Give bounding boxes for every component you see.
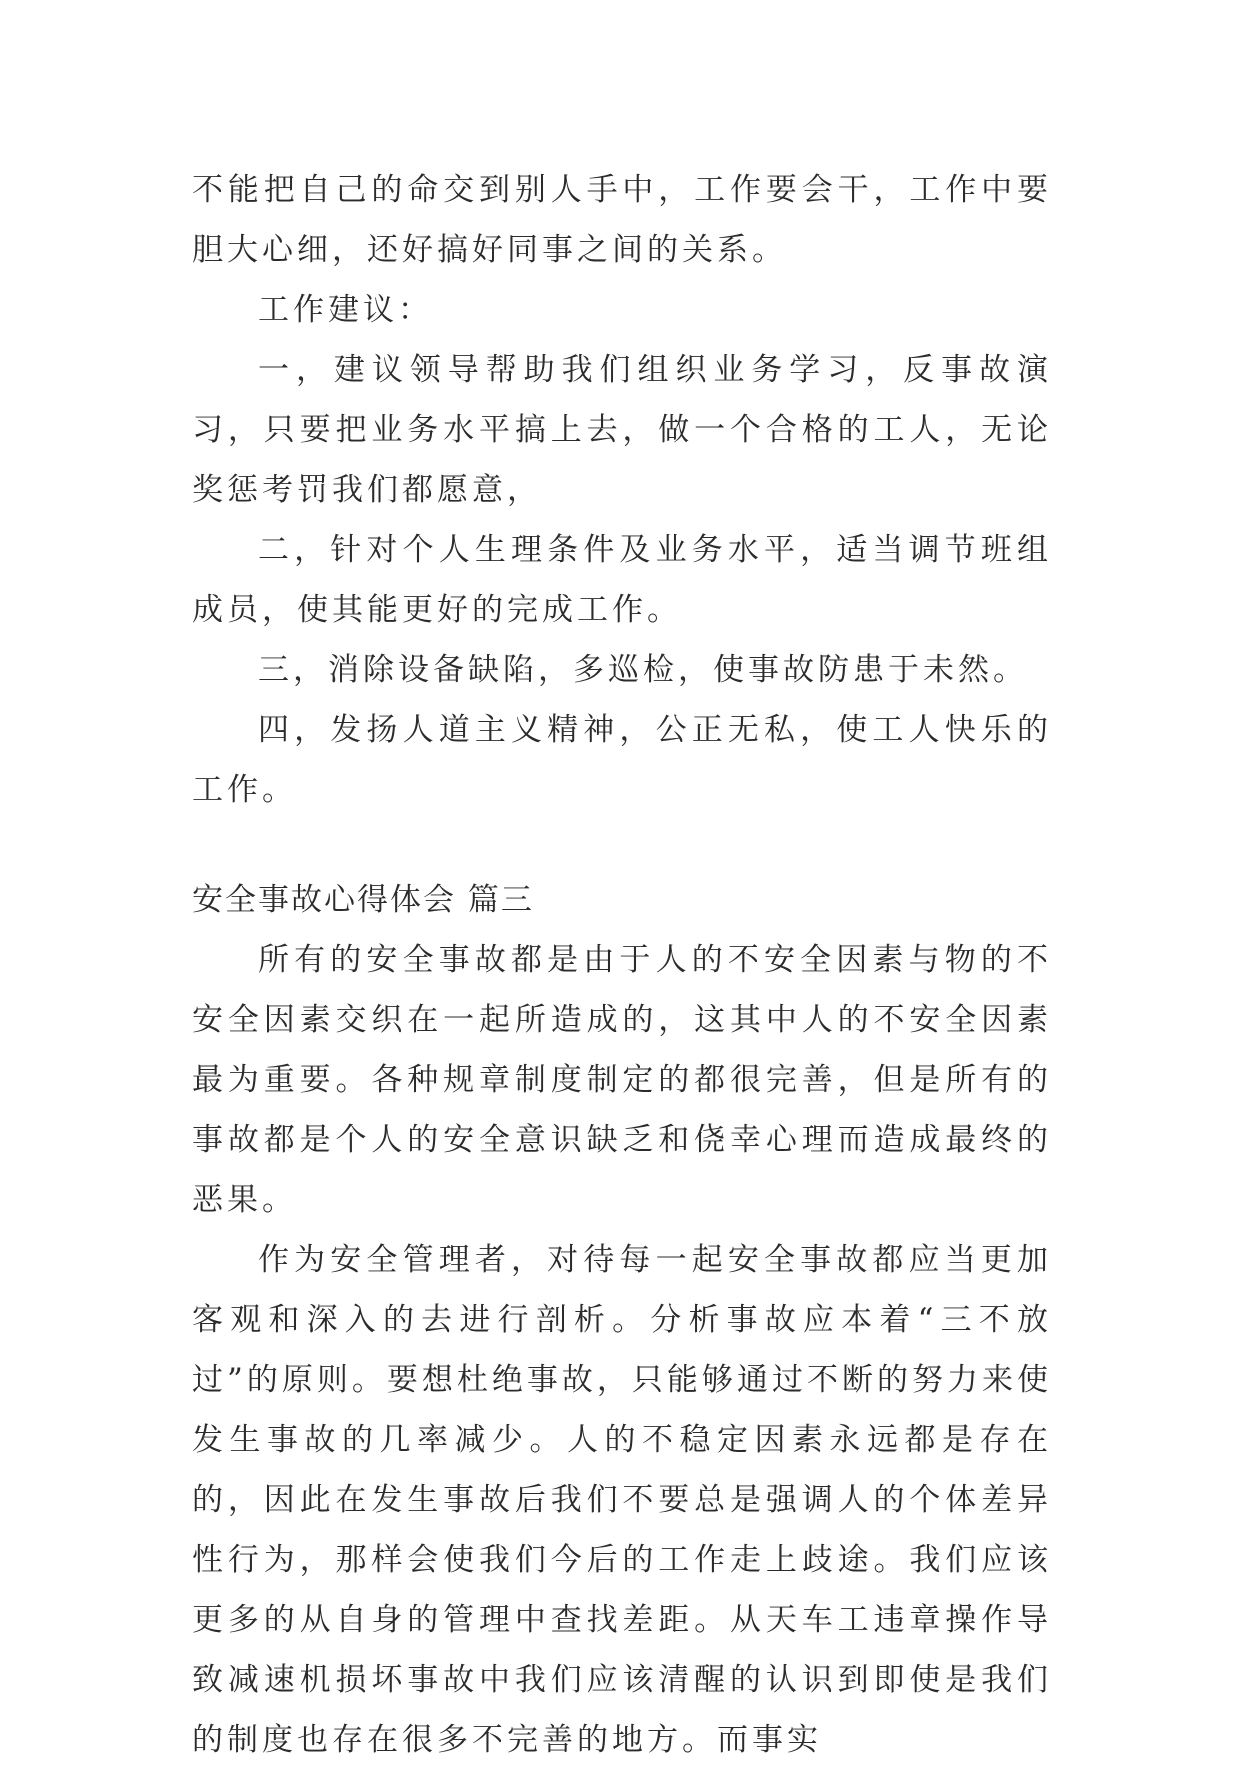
- paragraph-suggestions-label: 工作建议：: [258, 292, 433, 328]
- section-heading: 安全事故心得体会 篇三: [192, 882, 534, 918]
- paragraph-safety-factors: 所有的安全事故都是由于人的不安全因素与物的不安全因素交织在一起所造成的，这其中人的不安全因素 最为重要。各种规章制度制定的都很完善，但是所有的事故都是个人的安全意识缺乏和侥幸心理而造成最终的恶果。: [192, 942, 1087, 1218]
- paragraph-suggestion-4: 四，发扬人道主义精神，公正无私，使工人快乐的工作。: [192, 712, 1052, 808]
- paragraph-suggestion-2: 二，针对个人生理条件及业务水平，适当调节班组成员，使其能更好的完成工作。: [192, 532, 1052, 628]
- paragraph-safety-management: 作为安全管理者，对待每一起安全事故都应当更加客观和深入的去进行剖析。分析事故应本着“三不放过”的原则。要想杜绝事故，只能够通过不断的努力来使发生事故的几率减少。人的不稳定因素永远都是存在的，因此在发生事故后我们不要总是强调人的个体差异性行为，那样会使我们今后的工作走上歧途。我们应该更多的从自身的管理中查找差距。从天车工违章操作导致减速机损坏事故中我们应该清醒的认识到即使是我们的制度也存在很多不完善的地方。而事实: [192, 1242, 1052, 1758]
- document-body: [192, 160, 1087, 1770]
- paragraph-suggestion-1: 一，建议领导帮助我们组织业务学习，反事故演习，只要把业务水平搞上去，做一个合格的工人，无论奖惩考罚我们都愿意，: [192, 352, 1052, 508]
- paragraph-suggestion-3: 三，消除设备缺陷，多巡检，使事故防患于未然。: [258, 652, 1028, 688]
- paragraph-work-attitude: 不能把自己的命交到别人手中，工作要会干，工作中要胆大心细，还好搞好同事之间的关系。: [192, 172, 1052, 268]
